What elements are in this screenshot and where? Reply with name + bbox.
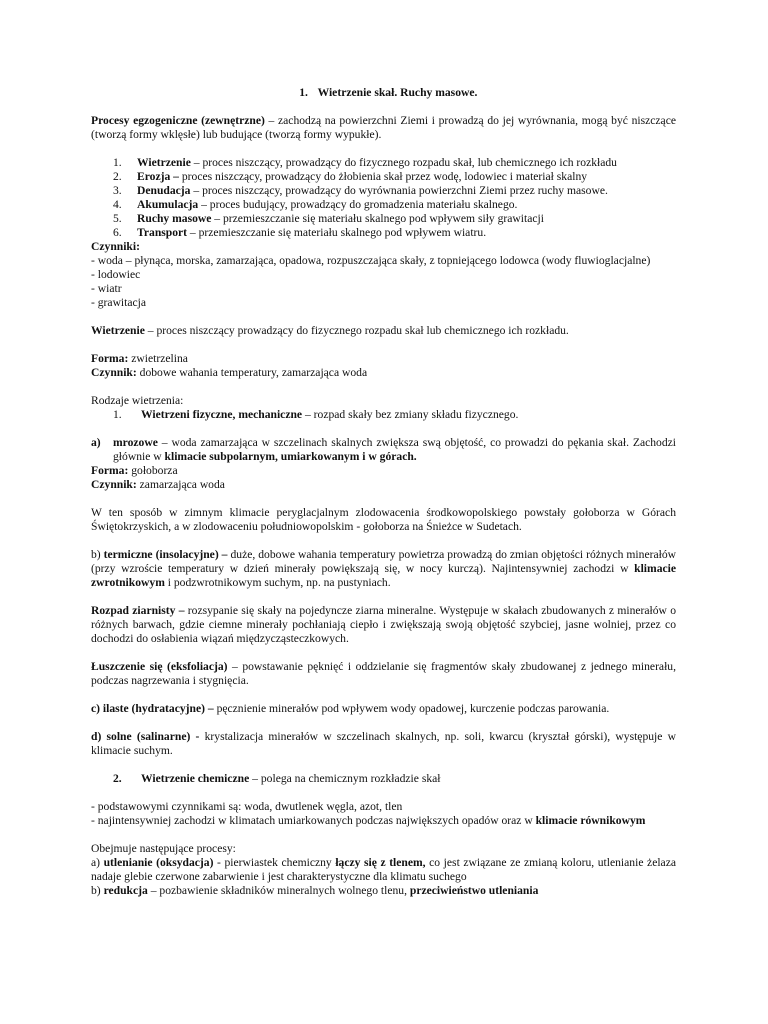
frost-weathering: a) mrozowe – woda zamarzająca w szczelinach skalnych zwiększa swą objętość, co prowadzi do pękania skał. Zachodzi głównie w klimacie subpolarnym, umiarkowanym i w górach. bbox=[91, 436, 676, 463]
list-item: 3. Denudacja – proces niszczący, prowadzący do wyrównania powierzchni Ziemi przez ruchy masowe. bbox=[113, 184, 608, 197]
forma-line: Forma: gołoborza bbox=[91, 464, 178, 477]
intro-term: Procesy egzogeniczne (zewnętrzne) bbox=[91, 114, 265, 127]
list-item: 1. Wietrzenie – proces niszczący, prowadzący do fizycznego rozpadu skał, lub chemicznego ich rozkładu bbox=[113, 156, 617, 169]
granular-paragraph: Rozpad ziarnisty – rozsypanie się skały na pojedyncze ziarna mineralne. Występuje w skałach zbudowanych z minerałów o różnych barwach, gdzie ciemne minerały pochłaniają ciepło i zwiększają swoją objętość szybciej, jasne wolniej, przez co dochodzi do osłabienia wiązań międzycząsteczkowych. bbox=[91, 604, 677, 645]
forma-line: Forma: zwietrzelina bbox=[91, 352, 188, 365]
list-item: 6. Transport – przemieszczanie się materiału skalnego pod wpływem wiatru. bbox=[113, 226, 487, 239]
document-page bbox=[91, 86, 676, 898]
factor-item: - lodowiec bbox=[91, 268, 141, 281]
title-text: Wietrzenie skał. Ruchy masowe. bbox=[317, 86, 478, 99]
list-item: 4. Akumulacja – proces budujący, prowadzący do gromadzenia materiału skalnego. bbox=[113, 198, 518, 211]
factor-item: - wiatr bbox=[91, 282, 122, 295]
document-title bbox=[91, 86, 676, 100]
exfoliation-paragraph: Łuszczenie się (eksfoliacja) – powstawanie pęknięć i oddzielanie się fragmentów skały zbudowanej z jednego minerału, podczas nagrzewania i stygnięcia. bbox=[91, 660, 676, 687]
reduction-item: b) redukcja – pozbawienie składników mineralnych wolnego tlenu, przeciwieństwo utleniania bbox=[91, 884, 539, 897]
factors-heading: Czynniki: bbox=[91, 240, 140, 253]
clay-weathering: c) ilaste (hydratacyjne) – pęcznienie minerałów pod wpływem wody opadowej, kurczenie podczas parowania. bbox=[91, 702, 610, 715]
oxidation-item: a) utlenianie (oksydacja) - pierwiastek chemiczny łączy się z tlenem, co jest związane ze zmianą koloru, utlenianie żelaza nadaje glebie czerwone zabarwienie i jest charakterystyczne dla klimatu suchego bbox=[91, 856, 676, 883]
process-list bbox=[91, 156, 676, 240]
goloborza-paragraph: W ten sposób w zimnym klimacie peryglacjalnym zlodowacenia środkowopolskiego powstały gołoborza w Górach Świętokrzyskich, a w zlodowaceniu południowopolskim - gołoborza na Śnieżce w Sudetach. bbox=[91, 506, 676, 533]
list-item: 2. Erozja – proces niszczący, prowadzący do żłobienia skał przez wodę, lodowiec i materiał skalny bbox=[113, 170, 588, 183]
list-item: 5. Ruchy masowe – przemieszczanie się materiału skalnego pod wpływem siły grawitacji bbox=[113, 212, 544, 225]
physical-weathering: 1. Wietrzeni fizyczne, mechaniczne – rozpad skały bez zmiany składu fizycznego. bbox=[113, 408, 519, 421]
salt-weathering: d) solne (salinarne) - krystalizacja minerałów w szczelinach skalnych, np. soli, kwarcu (kryształ górski), występuje w klimacie suchym. bbox=[91, 730, 676, 757]
weathering-definition: Wietrzenie – proces niszczący prowadzący do fizycznego rozpadu skał lub chemicznego ich rozkładu. bbox=[91, 324, 569, 337]
czynnik-line: Czynnik: dobowe wahania temperatury, zamarzająca woda bbox=[91, 366, 368, 379]
chem-intense: - najintensywniej zachodzi w klimatach umiarkowanych podczas największych opadów oraz w klimacie równikowym bbox=[91, 814, 646, 827]
czynnik-line: Czynnik: zamarzająca woda bbox=[91, 478, 225, 491]
intro-text: – zachodzą na powierzchni Ziemi i prowadzą do jej wyrównania, mogą być niszczące (tworzą formy wklęsłe) lub budujące (tworzą formy wypukłe). bbox=[91, 114, 676, 141]
chem-factors: - podstawowymi czynnikami są: woda, dwutlenek węgla, azot, tlen bbox=[91, 800, 403, 813]
intro-paragraph bbox=[91, 114, 676, 142]
chem-includes: Obejmuje następujące procesy: bbox=[91, 842, 236, 855]
chemical-weathering: 2. Wietrzenie chemiczne – polega na chemicznym rozkładzie skał bbox=[113, 772, 441, 785]
types-heading: Rodzaje wietrzenia: bbox=[91, 394, 184, 407]
factor-item: - grawitacja bbox=[91, 296, 147, 309]
title-number: 1. bbox=[299, 86, 308, 99]
thermal-weathering: b) termiczne (insolacyjne) – duże, dobowe wahania temperatury powietrza prowadzą do zmian objętości różnych minerałów (przy wzroście temperatury w dzień minerały powiększają się, w nocy kurczą). Najintensywniej zachodzi w klimacie zwrotnikowym i podzwrotnikowym suchym, np. na pustyniach. bbox=[91, 548, 676, 589]
factor-item: - woda – płynąca, morska, zamarzająca, opadowa, rozpuszczająca skały, z topniejącego lodowca (wody fluwioglacjalne) bbox=[91, 254, 651, 267]
